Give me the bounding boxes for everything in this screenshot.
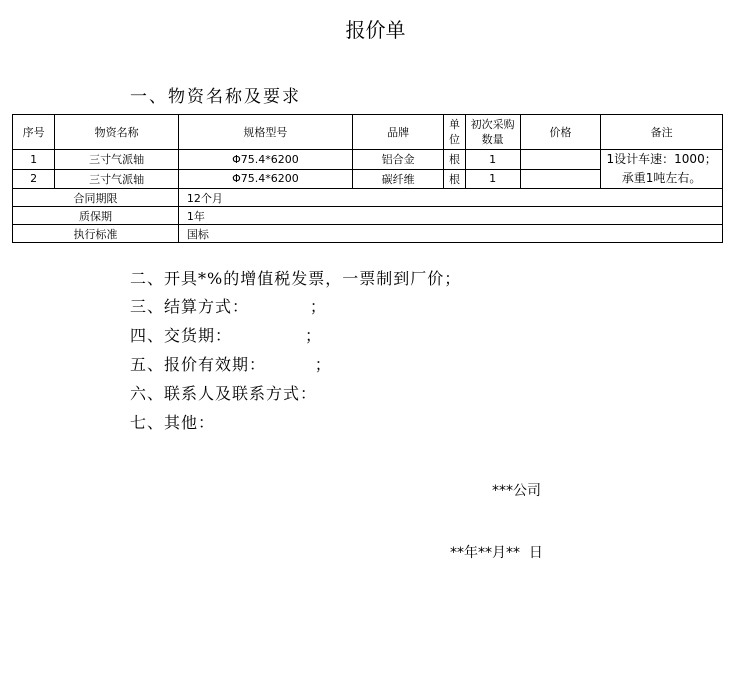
- table-header-row: [13, 115, 723, 150]
- meta-row-warranty: [13, 207, 723, 225]
- row-spec: Φ75.4*6200: [178, 150, 352, 170]
- item-delivery: 四、交货期： ；: [130, 326, 323, 345]
- item-contact: 六、联系人及联系方式：: [130, 384, 318, 403]
- row-name: 三寸气派轴: [55, 169, 179, 189]
- meta-label: 质保期: [13, 207, 179, 225]
- header-cell: 单位: [444, 115, 465, 150]
- company-signature: ***公司: [492, 483, 541, 499]
- item-validity: 五、报价有效期： ；: [130, 355, 332, 374]
- meta-label: 合同期限: [13, 189, 179, 207]
- meta-value: 12个月: [178, 189, 722, 207]
- meta-row-contract: [13, 189, 723, 207]
- header-cell: 初次采购数量: [465, 115, 520, 150]
- row-brand: 铝合金: [352, 150, 444, 170]
- row-unit: 根: [444, 150, 465, 170]
- row-qty: 1: [465, 169, 520, 189]
- header-cell: 规格型号: [178, 115, 352, 150]
- section-heading-materials: 一、物资名称及要求: [130, 87, 301, 107]
- note-cell: 1设计车速：1000；承重1吨左右。: [601, 150, 723, 189]
- row-brand: 碳纤维: [352, 169, 444, 189]
- item-settlement: 三、结算方式： ；: [130, 297, 327, 316]
- row-name: 三寸气派轴: [55, 150, 179, 170]
- row-spec: Φ75.4*6200: [178, 169, 352, 189]
- table-row: [13, 150, 723, 170]
- header-cell: 序号: [13, 115, 55, 150]
- date-line: **年**月** 日: [450, 545, 543, 561]
- header-cell: 价格: [520, 115, 600, 150]
- quote-table: [12, 114, 723, 243]
- meta-value: 国标: [178, 225, 722, 243]
- item-other: 七、其他：: [130, 413, 216, 432]
- row-price[interactable]: [520, 150, 600, 170]
- row-price[interactable]: [520, 169, 600, 189]
- item-invoice: 二、开具*%的增值税发票，一票制到厂价；: [130, 269, 462, 288]
- meta-row-standard: [13, 225, 723, 243]
- header-cell: 备注: [601, 115, 723, 150]
- page-title: 报价单: [345, 18, 406, 42]
- row-unit: 根: [444, 169, 465, 189]
- row-no: 2: [13, 169, 55, 189]
- meta-value: 1年: [178, 207, 722, 225]
- row-no: 1: [13, 150, 55, 170]
- meta-label: 执行标准: [13, 225, 179, 243]
- row-qty: 1: [465, 150, 520, 170]
- header-cell: 物资名称: [55, 115, 179, 150]
- header-cell: 品牌: [352, 115, 444, 150]
